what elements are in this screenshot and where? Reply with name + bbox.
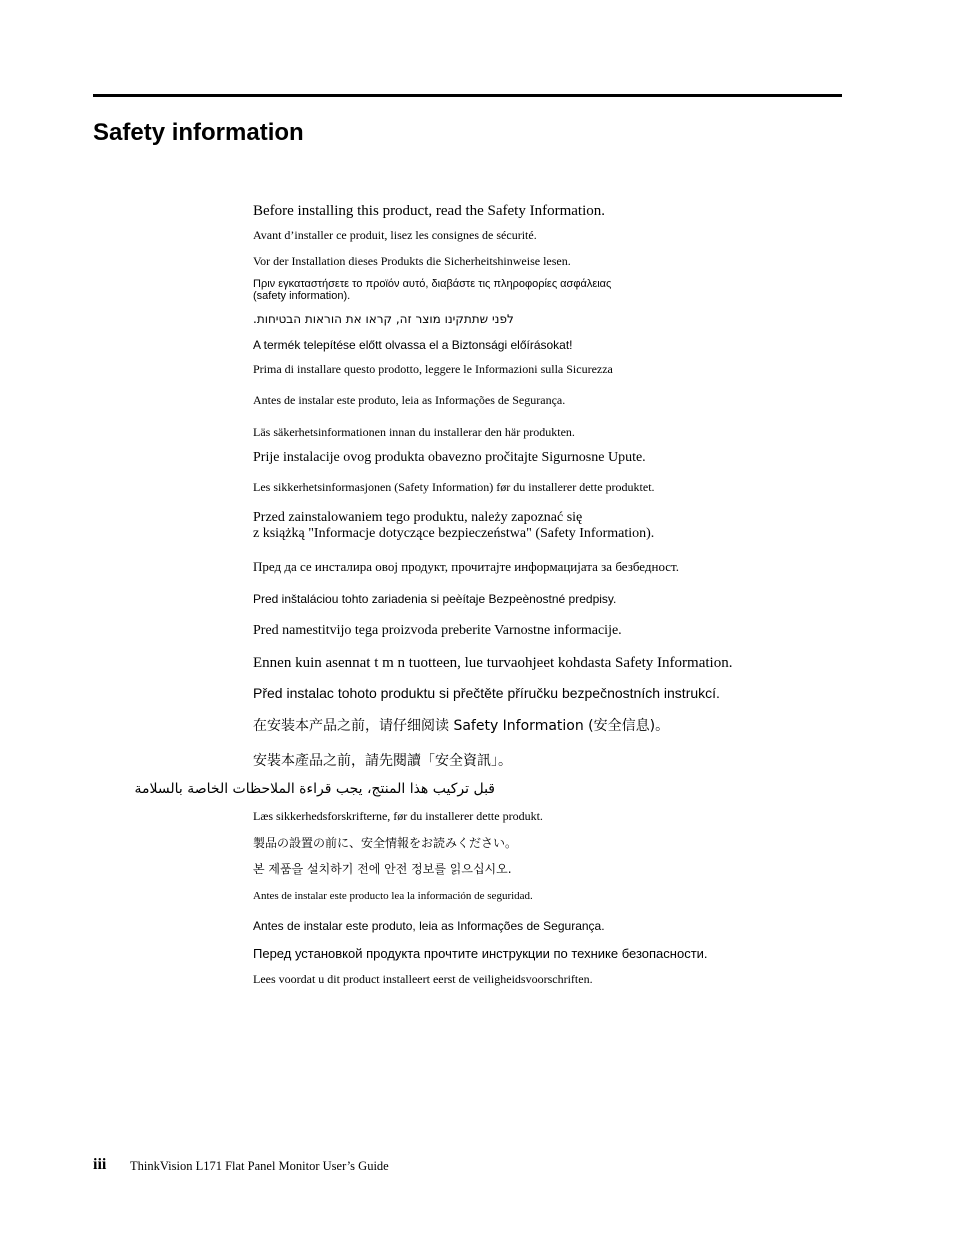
notice-portuguese-br: Antes de instalar este produto, leia as Informações de Segurança.	[253, 393, 566, 407]
footer-page-number: iii	[93, 1156, 107, 1173]
notice-korean: 본 제품을 설치하기 전에 안전 정보를 읽으십시오.	[253, 862, 512, 876]
notice-italian: Prima di installare questo prodotto, leggere le Informazioni sulla Sicurezza	[253, 362, 613, 376]
notice-greek-line1: Πριν εγκαταστήσετε το προϊόν αυτό, διαβάστε τις πληροφορίες ασφάλειας	[253, 278, 612, 290]
notice-dutch: Lees voordat u dit product installeert eerst de veiligheidsvoorschriften.	[253, 972, 593, 986]
notice-russian: Перед установкой продукта прочтите инструкции по технике безопасности.	[253, 946, 708, 961]
notice-macedonian: Пред да се инсталира овој продукт, прочитајте информацијата за безбедност.	[253, 559, 679, 574]
header-rule	[93, 94, 842, 97]
notice-spanish: Antes de instalar este producto lea la información de seguridad.	[253, 890, 533, 902]
page-title: Safety information	[93, 119, 304, 146]
notice-japanese: 製品の設置の前に、安全情報をお読みください。	[253, 836, 518, 850]
notice-swedish: Läs säkerhetsinformationen innan du installerar den här produkten.	[253, 425, 575, 439]
notice-czech: Před instalac tohoto produktu si přečtěte příručku bezpečnostních instrukcí.	[253, 685, 720, 701]
footer-book-title: ThinkVision L171 Flat Panel Monitor User’s Guide	[130, 1159, 389, 1173]
notice-norwegian: Les sikkerhetsinformasjonen (Safety Information) før du installerer dette produktet.	[253, 480, 655, 494]
notice-arabic: قبل تركيب هذا المنتج، يجب قراءة الملاحظات الخاصة بالسلامة	[134, 781, 495, 797]
notice-hebrew: לפני שתתקינו מוצר זה, קראו את הוראות הבטיחות.	[253, 312, 514, 326]
notice-chinese-simplified: 在安装本产品之前，请仔细阅读 Safety Information (安全信息)。	[253, 718, 670, 734]
notice-slovak: Pred inštaláciou tohto zariadenia si peèítaje Bezpeènostné predpisy.	[253, 592, 617, 606]
notice-slovenian: Pred namestitvijo tega proizvoda preberite Varnostne informacije.	[253, 623, 622, 638]
notice-greek-line2: (safety information).	[253, 290, 351, 302]
notice-polish-line1: Przed zainstalowaniem tego produktu, należy zapoznać się	[253, 510, 583, 525]
notice-english: Before installing this product, read the Safety Information.	[253, 203, 605, 219]
notice-hungarian: A termék telepítése előtt olvassa el a Biztonsági előírásokat!	[253, 338, 573, 352]
notice-french: Avant d’installer ce produit, lisez les consignes de sécurité.	[253, 228, 537, 242]
notice-portuguese: Antes de instalar este produto, leia as Informações de Segurança.	[253, 919, 605, 933]
notice-chinese-traditional: 安裝本產品之前，請先閱讀「安全資訊」。	[253, 753, 512, 769]
notice-finnish: Ennen kuin asennat t m n tuotteen, lue turvaohjeet kohdasta Safety Information.	[253, 655, 733, 671]
notice-polish-line2: z książką "Informacje dotyczące bezpieczeństwa" (Safety Information).	[253, 526, 655, 541]
notice-german: Vor der Installation dieses Produkts die Sicherheitshinweise lesen.	[253, 254, 571, 268]
notice-croatian: Prije instalacije ovog produkta obavezno pročitajte Sigurnosne Upute.	[253, 450, 646, 465]
notice-danish: Læs sikkerhedsforskrifterne, før du installerer dette produkt.	[253, 809, 543, 823]
